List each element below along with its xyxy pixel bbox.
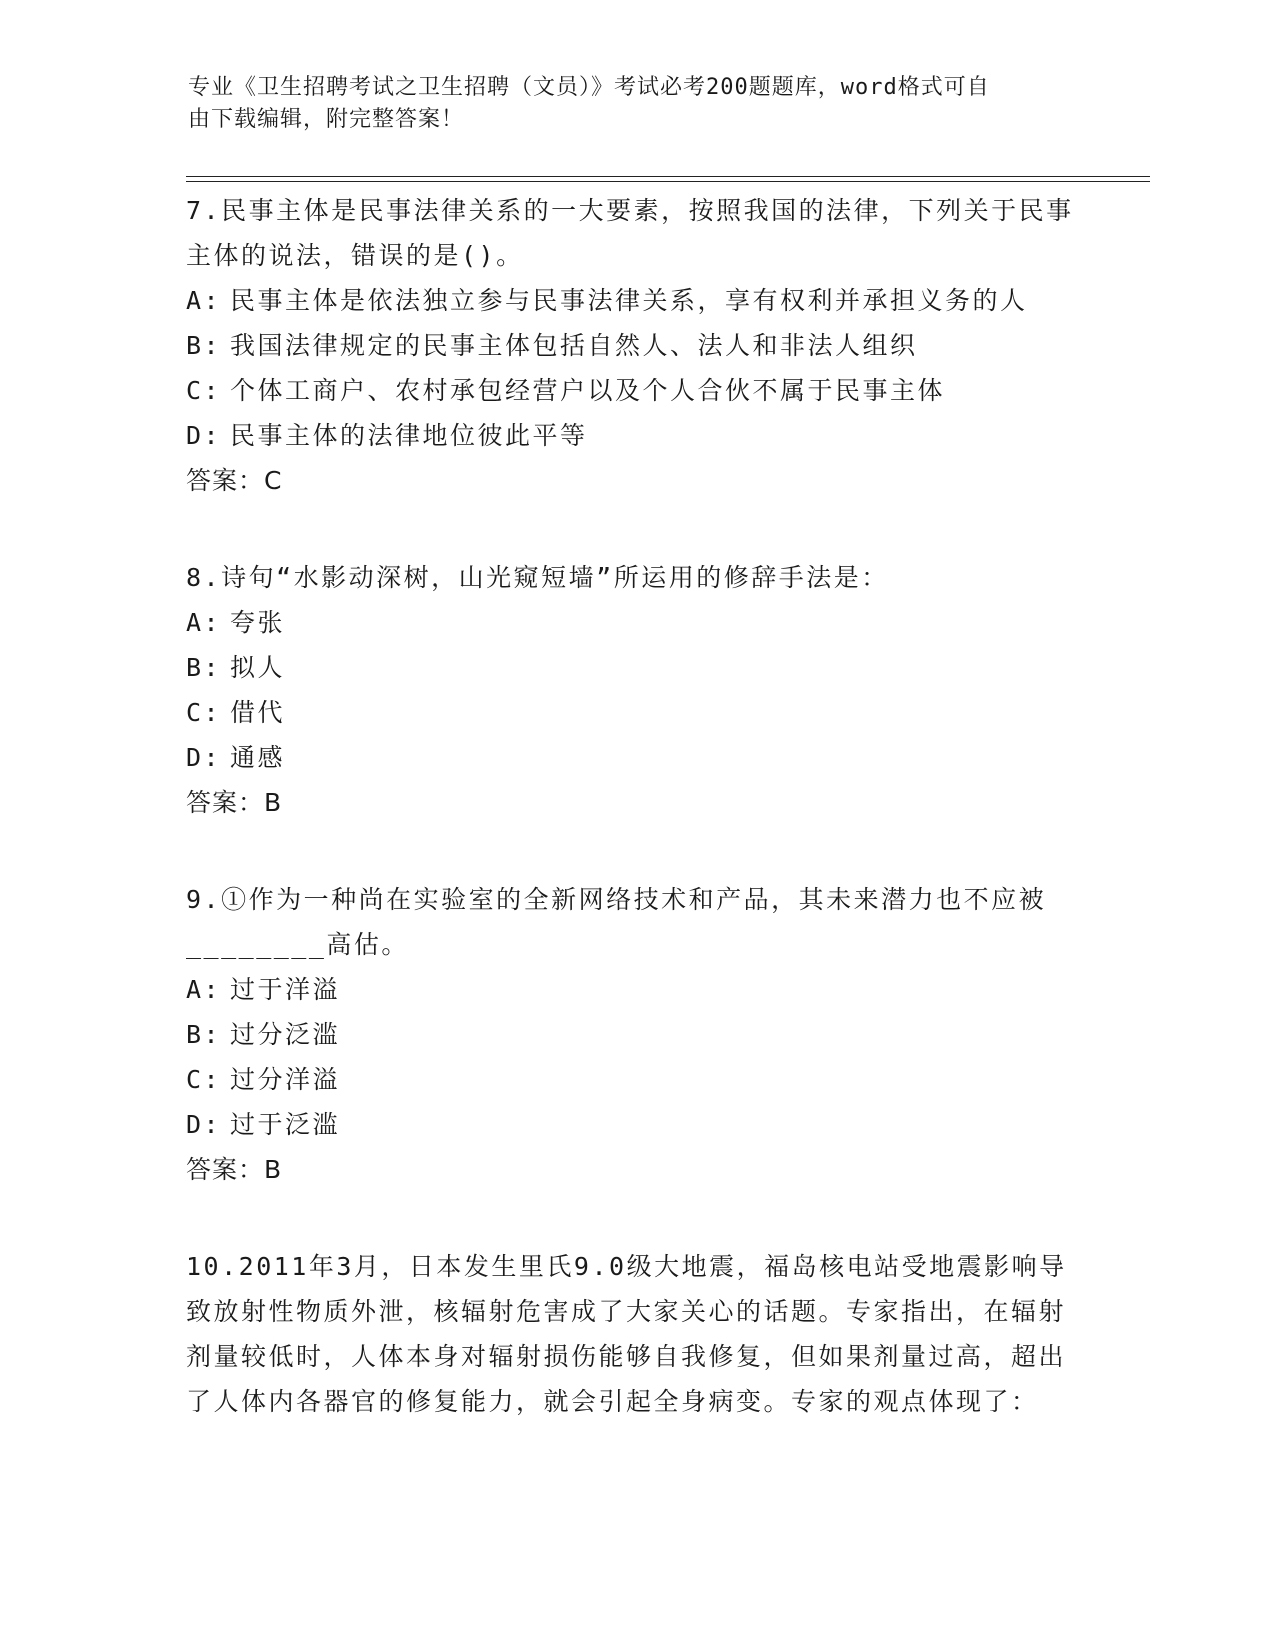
option-text: 过于泛滥 [230, 1110, 341, 1139]
question-stem: 7.民事主体是民事法律关系的一大要素，按照我国的法律，下列关于民事主体的说法，错误的是()。 [186, 196, 1074, 270]
option-text: 拟人 [230, 653, 286, 682]
option-d [186, 1102, 1086, 1147]
option-key: B: [186, 1020, 222, 1049]
question-list [186, 188, 1086, 1476]
option-a [186, 278, 1086, 323]
header-divider-top [186, 176, 1150, 177]
option-a [186, 967, 1086, 1012]
header-divider-bottom [186, 181, 1150, 182]
option-key: C: [186, 376, 222, 405]
option-b [186, 323, 1086, 368]
question-7 [186, 188, 1086, 503]
option-key: D: [186, 1110, 222, 1139]
option-text: 夸张 [230, 608, 286, 637]
option-c [186, 368, 1086, 413]
header-line-1: 专业《卫生招聘考试之卫生招聘（文员）》考试必考200题题库，word格式可自 [188, 75, 990, 100]
option-text: 借代 [230, 698, 286, 727]
option-text: 过分洋溢 [230, 1065, 341, 1094]
question-stem: 9.①作为一种尚在实验室的全新网络技术和产品，其未来潜力也不应被________高估。 [186, 885, 1047, 959]
option-a [186, 600, 1086, 645]
option-text: 通感 [230, 743, 286, 772]
option-d [186, 735, 1086, 780]
option-text: 我国法律规定的民事主体包括自然人、法人和非法人组织 [230, 331, 918, 360]
header-line-2: 由下载编辑，附完整答案！ [188, 107, 465, 132]
question-9 [186, 877, 1086, 1192]
option-c [186, 690, 1086, 735]
question-8 [186, 555, 1086, 825]
option-c [186, 1057, 1086, 1102]
option-text: 民事主体的法律地位彼此平等 [230, 421, 588, 450]
option-key: C: [186, 1065, 222, 1094]
option-key: B: [186, 653, 222, 682]
option-key: A: [186, 608, 222, 637]
question-stem: 10.2011年3月，日本发生里氏9.0级大地震，福岛核电站受地震影响导致放射性物质外泄，核辐射危害成了大家关心的话题。专家指出，在辐射剂量较低时，人体本身对辐射损伤能够自我修复，但如果剂量过高，超出了人体内各器官的修复能力，就会引起全身病变。专家的观点体现了： [186, 1252, 1067, 1416]
answer: 答案：B [186, 1155, 283, 1184]
option-key: D: [186, 743, 222, 772]
option-text: 过分泛滥 [230, 1020, 341, 1049]
answer: 答案：B [186, 788, 283, 817]
option-key: C: [186, 698, 222, 727]
option-text: 个体工商户、农村承包经营户以及个人合伙不属于民事主体 [230, 376, 946, 405]
option-text: 民事主体是依法独立参与民事法律关系，享有权利并承担义务的人 [230, 286, 1028, 315]
question-stem: 8.诗句“水影动深树，山光窥短墙”所运用的修辞手法是： [186, 563, 889, 592]
option-b [186, 645, 1086, 690]
option-key: B: [186, 331, 222, 360]
answer: 答案：C [186, 466, 283, 495]
option-b [186, 1012, 1086, 1057]
option-d [186, 413, 1086, 458]
document-header [188, 72, 1068, 136]
option-key: A: [186, 286, 222, 315]
option-key: D: [186, 421, 222, 450]
option-text: 过于洋溢 [230, 975, 341, 1004]
question-10 [186, 1244, 1086, 1424]
option-key: A: [186, 975, 222, 1004]
